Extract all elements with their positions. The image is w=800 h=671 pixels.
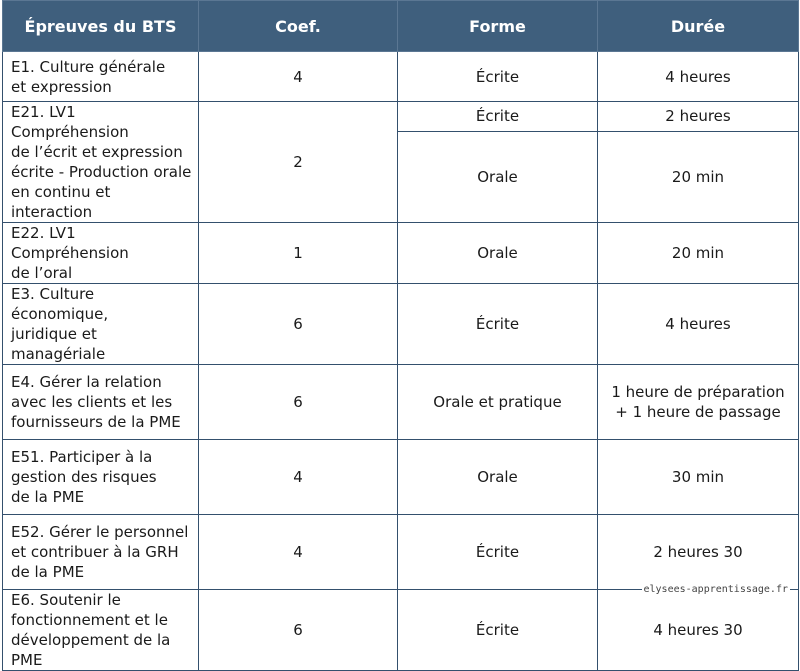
bts-exam-table xyxy=(2,0,799,671)
cell-epreuve xyxy=(3,102,199,223)
table-row-e52 xyxy=(3,515,799,590)
cell-epreuve xyxy=(3,515,199,590)
cell-epreuve xyxy=(3,590,199,671)
cell-coef: 6 xyxy=(199,590,398,671)
cell-line: E52. Gérer le personnel xyxy=(11,523,189,541)
table-row-e3 xyxy=(3,284,799,365)
cell-coef: 6 xyxy=(199,284,398,365)
cell-line: en continu et interaction xyxy=(11,183,111,221)
cell-epreuve xyxy=(3,223,199,284)
table-header-row xyxy=(3,1,799,52)
cell-line: de l’oral xyxy=(11,264,73,282)
cell-coef: 6 xyxy=(199,365,398,440)
cell-duree: 4 heures xyxy=(598,52,799,102)
cell-line: fonctionnement et le xyxy=(11,611,168,629)
cell-duree: 2 heures 30 xyxy=(598,515,799,590)
cell-duree: 4 heures xyxy=(598,284,799,365)
table-row-e6 xyxy=(3,590,799,671)
cell-line: E3. Culture économique, xyxy=(11,285,109,323)
header-epreuve: Épreuves du BTS xyxy=(3,1,199,52)
cell-line: E6. Soutenir le xyxy=(11,591,121,609)
header-duree: Durée xyxy=(598,1,799,52)
cell-line: de l’écrit et expression xyxy=(11,143,183,161)
cell-coef: 4 xyxy=(199,515,398,590)
cell-duree: 4 heures 30 xyxy=(598,590,799,671)
cell-line: 1 heure de préparation xyxy=(611,383,785,401)
cell-epreuve xyxy=(3,284,199,365)
header-forme: Forme xyxy=(398,1,598,52)
cell-line: et contribuer à la GRH xyxy=(11,543,179,561)
cell-duree: 20 min xyxy=(598,131,799,222)
cell-line: et expression xyxy=(11,77,112,96)
cell-line: E21. LV1 Compréhension xyxy=(11,103,129,141)
cell-coef: 2 xyxy=(199,102,398,223)
cell-line: écrite - Production orale xyxy=(11,163,192,181)
table-row-e22 xyxy=(3,223,799,284)
cell-forme: Écrite xyxy=(398,284,598,365)
table-row-e51 xyxy=(3,440,799,515)
cell-forme: Écrite xyxy=(398,102,598,132)
cell-line: développement de la PME xyxy=(11,631,171,669)
cell-line: juridique et managériale xyxy=(11,325,106,363)
cell-coef: 4 xyxy=(199,440,398,515)
cell-line: de la PME xyxy=(11,563,85,581)
cell-epreuve xyxy=(3,440,199,515)
cell-forme: Orale xyxy=(398,440,598,515)
cell-line: avec les clients et les xyxy=(11,393,173,411)
cell-epreuve xyxy=(3,365,199,440)
cell-line: de la PME xyxy=(11,488,85,506)
cell-line: E22. LV1 Compréhension xyxy=(11,224,129,262)
cell-forme: Orale et pratique xyxy=(398,365,598,440)
table-row-e4 xyxy=(3,365,799,440)
cell-line: E51. Participer à la xyxy=(11,448,153,466)
header-coef: Coef. xyxy=(199,1,398,52)
cell-duree: 30 min xyxy=(598,440,799,515)
watermark-text: elysees-apprentissage.fr xyxy=(643,584,788,595)
cell-line: E4. Gérer la relation xyxy=(11,373,162,391)
cell-epreuve xyxy=(3,52,199,102)
cell-line: + 1 heure de passage xyxy=(615,403,781,421)
cell-forme: Écrite xyxy=(398,515,598,590)
cell-duree: 2 heures xyxy=(598,102,799,132)
cell-coef: 1 xyxy=(199,223,398,284)
table-row-e1 xyxy=(3,52,799,102)
cell-coef: 4 xyxy=(199,52,398,102)
cell-forme: Écrite xyxy=(398,52,598,102)
cell-duree: 20 min xyxy=(598,223,799,284)
table-row-e21-a xyxy=(3,102,799,132)
cell-forme: Orale xyxy=(398,131,598,222)
cell-forme: Écrite xyxy=(398,590,598,671)
cell-line: fournisseurs de la PME xyxy=(11,413,181,431)
cell-line: gestion des risques xyxy=(11,468,157,486)
cell-duree xyxy=(598,365,799,440)
cell-line: E1. Culture générale xyxy=(11,57,166,76)
cell-forme: Orale xyxy=(398,223,598,284)
